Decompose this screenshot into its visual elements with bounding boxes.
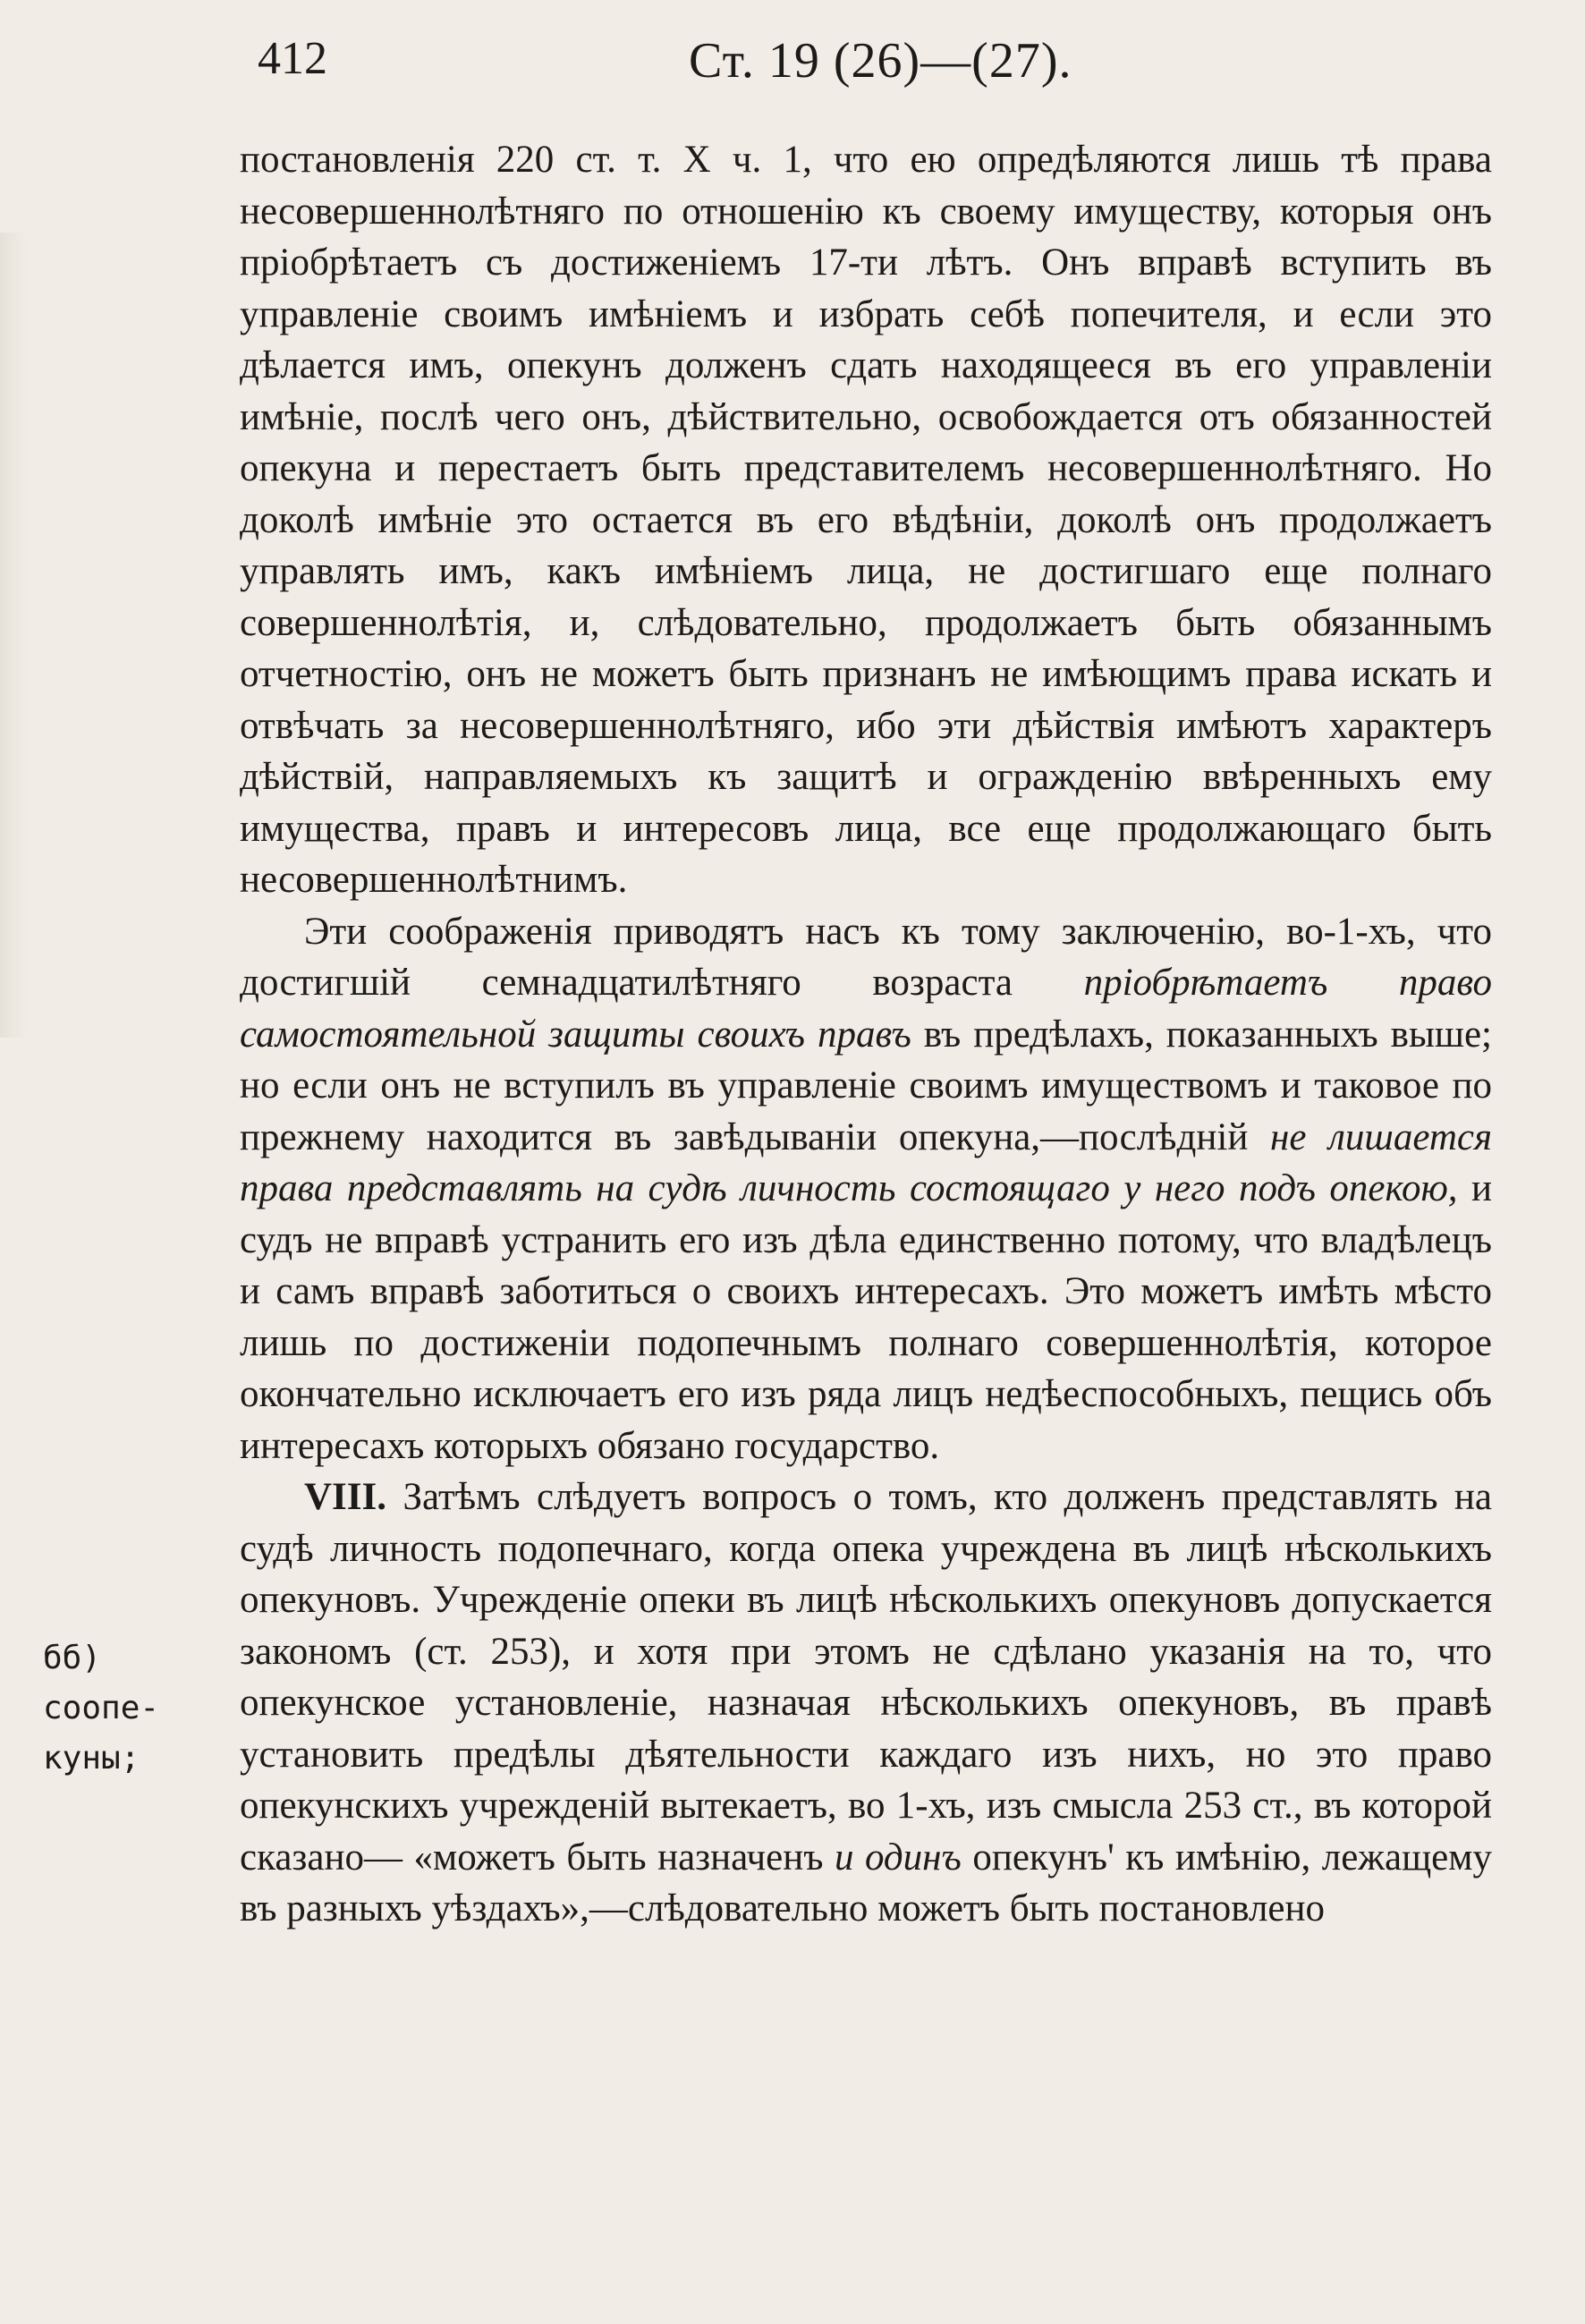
margin-note (43, 1633, 231, 1784)
page-number: 412 (258, 33, 327, 84)
paragraph-1: постановленія 220 ст. т. X ч. 1, что ею опредѣляются лишь тѣ права несовершеннолѣтняго по отношенію къ своему имуществу, которыя онъ пріобрѣтаетъ съ достиженіемъ 17-ти лѣтъ. Онъ вправѣ вступить въ управленіе своимъ имѣніемъ и избрать себѣ попечителя, и если это дѣлается имъ, опекунъ долженъ сдать находящееся въ его управленіи имѣніе, послѣ чего онъ, дѣйствительно, освобождается отъ обязанностей опекуна и перестаетъ быть представителемъ несовершеннолѣтняго. Но доколѣ имѣніе это остается въ его вѣдѣніи, доколѣ онъ продолжаетъ управлять имъ, какъ имѣніемъ лица, не достигшаго еще полнаго совершеннолѣтія, и, слѣдовательно, продолжаетъ быть обязаннымъ отчетностію, онъ не можетъ быть признанъ не имѣющимъ права искать и отвѣчать за несовершеннолѣтняго, ибо эти дѣйствія имѣютъ характеръ дѣйствій, направляемыхъ къ защитѣ и огражденію ввѣренныхъ ему имущества, правъ и интересовъ лица, все еще продолжающаго быть несовершеннолѣтнимъ. (240, 139, 1492, 901)
paragraph-2-emphasis: не лишается права представлять на судѣ личность состоящаго у него подъ опекою, (240, 1115, 1492, 1209)
page-edge-shadow (0, 233, 27, 1038)
paragraph-2-text: и судъ не вправѣ устранить его изъ дѣла единственно потому, что владѣлецъ и самъ вправѣ заботиться о своихъ интересахъ. Это можетъ имѣть мѣсто лишь по достиженіи подопечнымъ полнаго совершеннолѣтія, которое окончательно исключаетъ его изъ ряда лицъ недѣеспособныхъ, пещись объ интересахъ которыхъ обязано государство. (240, 1167, 1493, 1467)
margin-note-line: куны; (43, 1740, 140, 1777)
paragraph-2 (240, 906, 1492, 1472)
paragraph-2-text: въ предѣлахъ, показанныхъ выше; но если онъ не вступилъ въ управленіе своимъ имуществомъ и таковое по прежнему находится въ завѣдываніи опекуна,—послѣдній (240, 1013, 1492, 1158)
paragraph-3 (240, 1472, 1492, 1935)
paragraph-3-emphasis: и одинъ (834, 1836, 962, 1879)
paragraph-2-text: Эти соображенія приводятъ насъ къ тому заключенію, во-1-хъ, что достигшій семнадцатилѣтняго возраста (240, 910, 1492, 1004)
paragraph-2-emphasis: пріобрѣтаетъ право самостоятельной защиты своихъ правъ (240, 962, 1492, 1056)
section-number: VIII. (304, 1476, 387, 1518)
body-text (240, 134, 1492, 1935)
margin-note-line: бб) соопе- (43, 1640, 160, 1726)
paragraph-3-text: Затѣмъ слѣдуетъ вопросъ о томъ, кто долженъ представлять на судѣ личность подопечнаго, когда опека учреждена въ лицѣ нѣсколькихъ опекуновъ. Учрежденіе опеки въ лицѣ нѣсколькихъ опекуновъ допускается закономъ (ст. 253), и хотя при этомъ не сдѣлано указанія на то, что опекунское установленіе, назначая нѣсколькихъ опекуновъ, въ правѣ установить предѣлы дѣятельности каждаго изъ нихъ, но это право опекунскихъ учрежденій вытекаетъ, во 1-хъ, изъ смысла 253 ст., въ которой сказано— «можетъ быть назначенъ (240, 1476, 1492, 1879)
running-head: Ст. 19 (26)—(27). (689, 33, 1072, 89)
paragraph-3-text: опекунъ' къ имѣнію, лежащему въ разныхъ уѣздахъ»,—слѣдовательно можетъ быть постановлено (240, 1836, 1492, 1930)
